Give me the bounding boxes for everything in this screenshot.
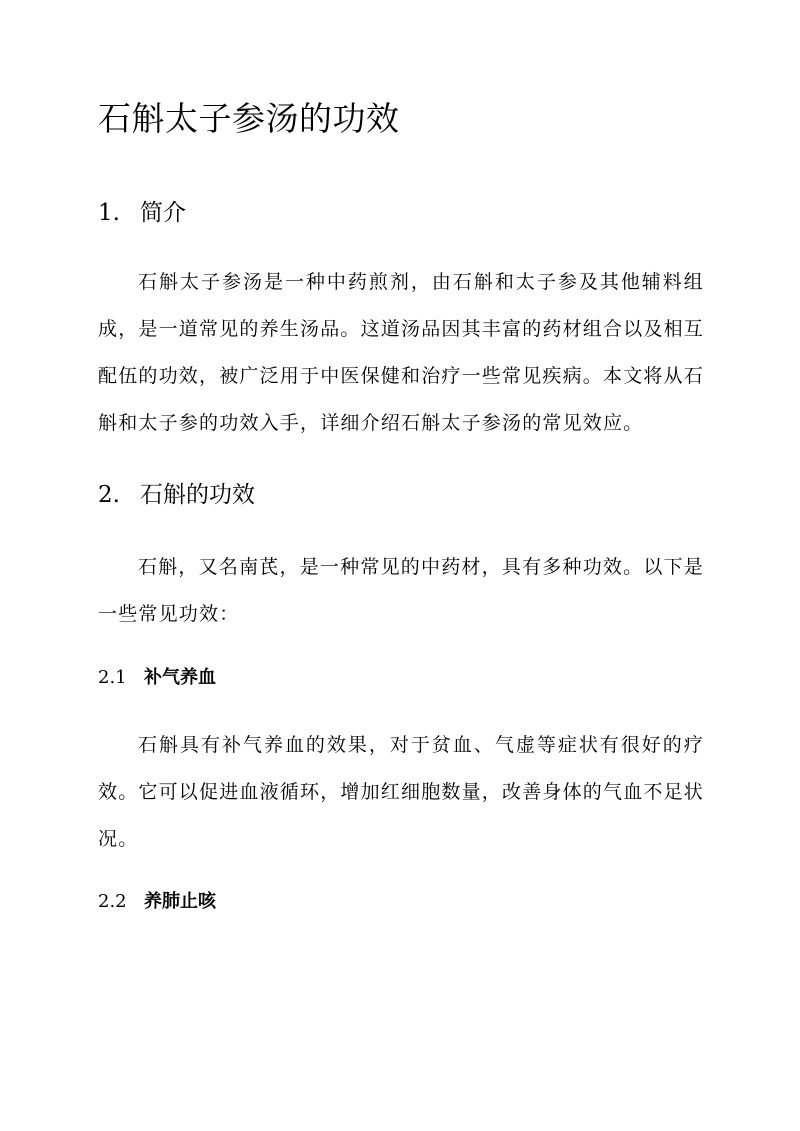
section-number: 2. [98, 482, 120, 508]
section-title: 简介 [140, 200, 186, 226]
subsection-number: 2.2 [98, 891, 127, 912]
section-number: 1. [98, 200, 120, 226]
subsection-title: 补气养血 [144, 667, 216, 688]
document-title: 石斛太子参汤的功效 [98, 99, 400, 138]
section-title: 石斛的功效 [140, 482, 255, 508]
dendrobium-paragraph: 石斛，又名南芪，是一种常见的中药材，具有多种功效。以下是一些常见功效： [98, 556, 704, 625]
subsection-title: 养肺止咳 [144, 891, 216, 912]
section-heading-intro [98, 196, 186, 230]
intro-paragraph: 石斛太子参汤是一种中药煎剂，由石斛和太子参及其他辅料组成，是一道常见的养生汤品。这道汤品因其丰富的药材组合以及相互配伍的功效，被广泛用于中医保健和治疗一些常见疾病。本文将从石斛和太子参的功效入手，详细介绍石斛太子参汤的常见效应。 [98, 271, 705, 434]
subsection-heading-qi-blood [98, 664, 216, 692]
section-heading-dendrobium [98, 478, 255, 512]
subsection-heading-lung-cough [98, 888, 216, 916]
qi-blood-paragraph: 石斛具有补气养血的效果，对于贫血、气虚等症状有很好的疗效。它可以促进血液循环，增加红细胞数量，改善身体的气血不足状况。 [98, 734, 705, 850]
subsection-number: 2.1 [98, 667, 127, 688]
